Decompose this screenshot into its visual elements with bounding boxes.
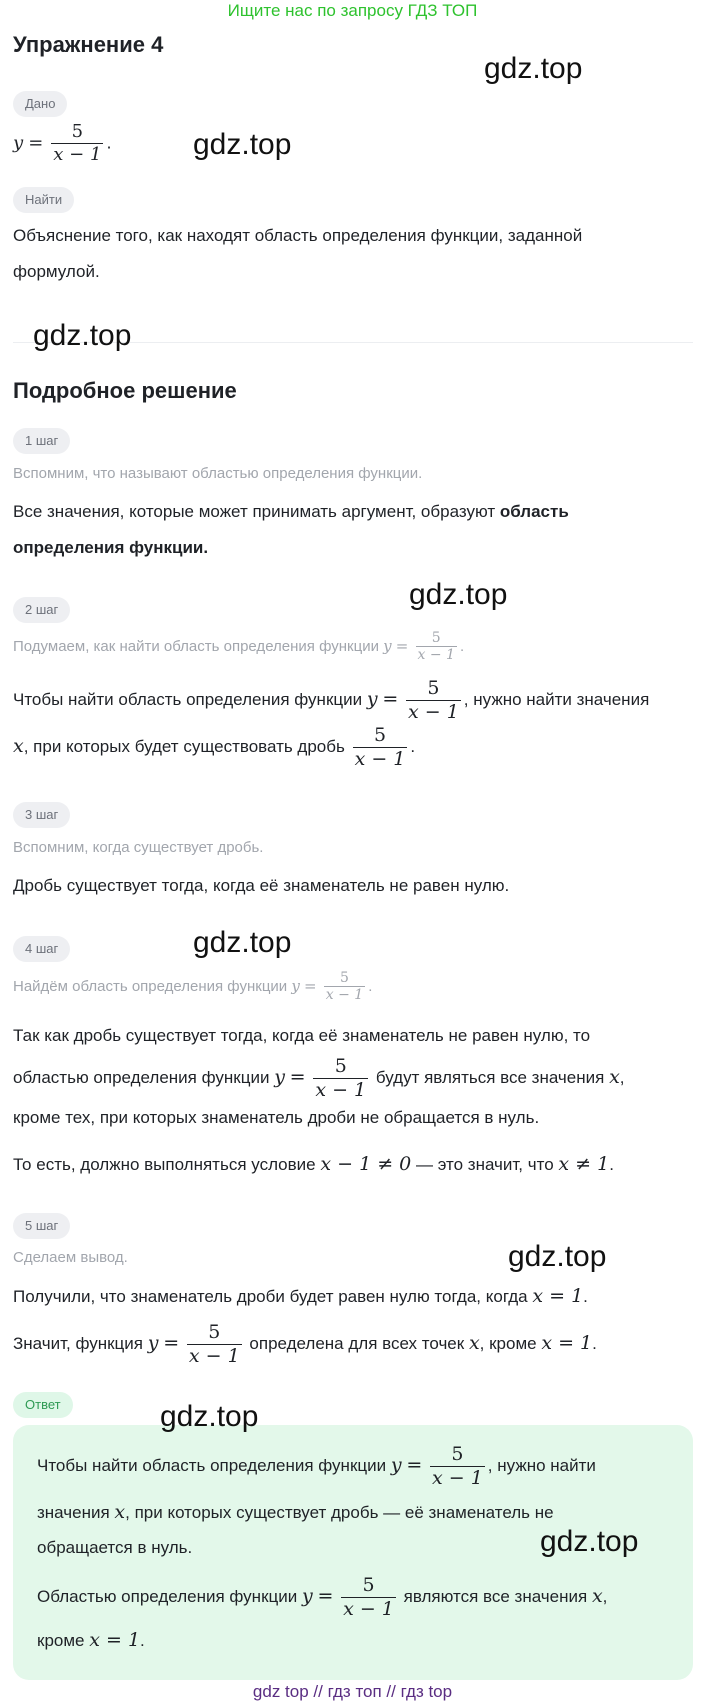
- step-5-hint: Сделаем вывод.: [13, 1249, 128, 1266]
- answer-paragraph-2b: кроме x = 1.: [37, 1629, 145, 1651]
- step-3-text: Дробь существует тогда, когда её знаменатель не равен нулю.: [13, 876, 510, 895]
- step-2-text: Чтобы найти область определения функции y = $\frac{5}{x - 1}$ , нужно найти значения x, при которых будет существовать дробь $\frac{5}{x - 1}$ .: [13, 676, 650, 770]
- fraction: $\frac{5}{x - 1}$: [53, 121, 102, 165]
- answer-paragraph-2: Областью определения функции y = $\frac{5}{x - 1}$ являются все значения x,: [37, 1573, 608, 1620]
- watermark: gdz.top: [160, 1400, 259, 1433]
- watermark: gdz.top: [540, 1525, 639, 1558]
- step-1-chip: 1 шаг: [13, 428, 70, 454]
- step-2-hint: Подумаем, как найти область определения функции y = $\frac{5}{x - 1}$ .: [13, 630, 465, 664]
- answer-paragraph-1c: обращается в нуль.: [37, 1538, 193, 1557]
- step-4-line-4: То есть, должно выполняться условие x − 1 ≠ 0 — это значит, что x ≠ 1.: [13, 1153, 614, 1175]
- step-3-chip: 3 шаг: [13, 802, 70, 828]
- watermark: gdz.top: [409, 578, 508, 611]
- step-5-line-1: Получили, что знаменатель дроби будет равен нулю тогда, когда x = 1.: [13, 1285, 588, 1307]
- watermark: gdz.top: [508, 1240, 607, 1273]
- solution-title: Подробное решение: [13, 378, 237, 403]
- search-banner[interactable]: Ищите нас по запросу ГДЗ ТОП: [227, 1, 478, 20]
- watermark: gdz.top: [193, 926, 292, 959]
- step-4-chip: 4 шаг: [13, 936, 70, 962]
- step-5-chip: 5 шаг: [13, 1213, 70, 1239]
- answer-paragraph-1b: значения x, при которых существует дробь — её знаменатель не: [37, 1501, 554, 1523]
- answer-chip: Ответ: [13, 1392, 73, 1418]
- watermark: gdz.top: [193, 128, 292, 161]
- find-chip: Найти: [13, 187, 74, 213]
- step-3-hint: Вспомним, когда существует дробь.: [13, 839, 264, 856]
- exercise-title: Упражнение 4: [13, 32, 164, 57]
- step-2-chip: 2 шаг: [13, 597, 70, 623]
- given-chip: Дано: [13, 91, 67, 117]
- step-4-line-3: кроме тех, при которых знаменатель дроби не обращается в нуль.: [13, 1108, 540, 1127]
- step-1-text: Все значения, которые может принимать аргумент, образуют область определения функции.: [13, 502, 569, 557]
- footer-links[interactable]: gdz top // гдз топ // гдз top: [252, 1682, 453, 1701]
- given-formula: y = $\frac{5}{x - 1}$ .: [13, 121, 112, 165]
- find-text: Объяснение того, как находят область определения функции, заданной формулой.: [13, 226, 583, 281]
- answer-paragraph-1: Чтобы найти область определения функции y = $\frac{5}{x - 1}$ , нужно найти: [37, 1442, 596, 1489]
- step-4-line-2: областью определения функции y = $\frac{5}{x - 1}$ будут являться все значения x,: [13, 1054, 625, 1101]
- watermark: gdz.top: [33, 319, 132, 352]
- step-1-hint: Вспомним, что называют областью определения функции.: [13, 465, 423, 482]
- step-5-line-2: Значит, функция y = $\frac{5}{x - 1}$ определена для всех точек x, кроме x = 1.: [13, 1320, 597, 1367]
- step-4-line-1: Так как дробь существует тогда, когда её знаменатель не равен нулю, то: [13, 1026, 591, 1045]
- step-4-hint: Найдём область определения функции y = $\frac{5}{x - 1}$ .: [13, 970, 373, 1004]
- watermark: gdz.top: [484, 52, 583, 85]
